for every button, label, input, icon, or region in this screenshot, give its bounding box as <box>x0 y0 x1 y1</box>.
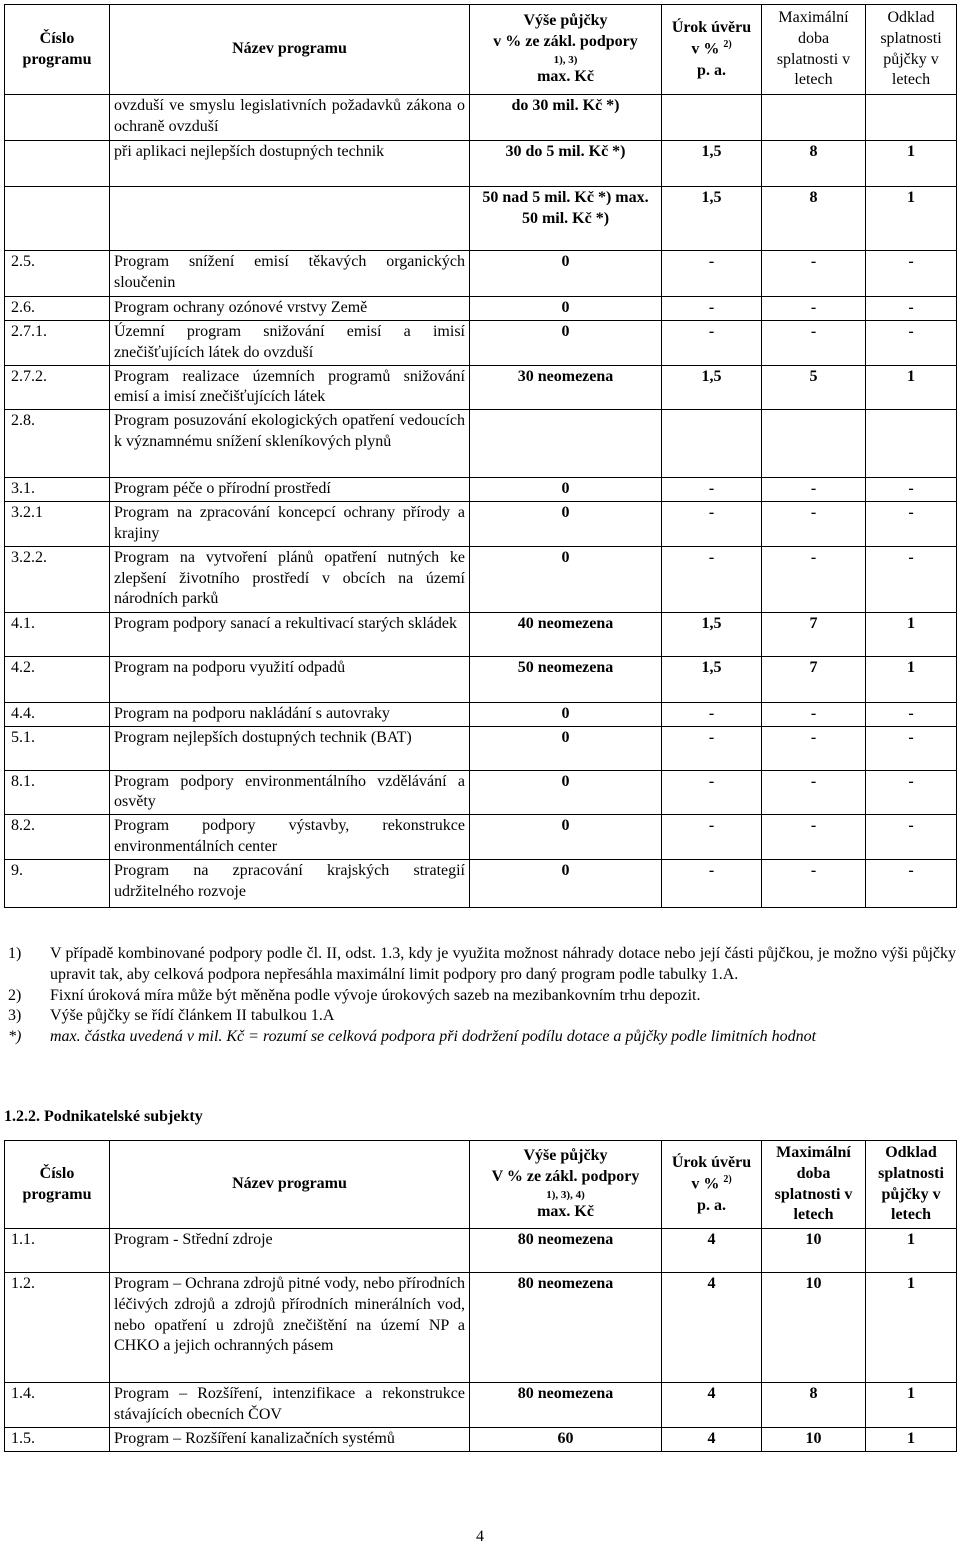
loan-amount: 80 neomezena <box>470 1383 662 1428</box>
header-vyse-footnote: 1), 3), 4) <box>546 1188 585 1201</box>
header-urok-line1: Úrok úvěru <box>671 1153 752 1171</box>
program-name: Program – Ochrana zdrojů pitné vody, nebo přírodních léčivých zdrojů a zdrojů přírodních minerálních vod, nebo opatření u zdrojů znečištění na území NP a CHKO a jejich ochranných pásem <box>110 1273 470 1383</box>
footnote-text: Fixní úroková míra může být měněna podle vývoje úrokových sazeb na mezibankovním trhu depozit. <box>50 986 701 1004</box>
table-row <box>5 410 957 478</box>
max-term: - <box>762 546 866 612</box>
program-number: 3.1. <box>5 478 110 502</box>
loan-amount <box>470 410 662 478</box>
program-name: Program na zpracování krajských strategií udržitelného rozvoje <box>110 859 470 907</box>
loan-table-2 <box>4 1140 957 1452</box>
max-term: - <box>762 478 866 502</box>
interest-rate: 1,5 <box>662 187 762 251</box>
header-max-doba: Maximální doba splatnosti v letech <box>762 1141 866 1229</box>
interest-rate: - <box>662 726 762 770</box>
interest-rate: - <box>662 502 762 547</box>
interest-rate <box>662 95 762 141</box>
header-vyse-line1: Výše půjčky <box>523 12 608 30</box>
header-vyse-line2: v % ze zákl. podpory <box>493 32 638 50</box>
table-row <box>5 815 957 860</box>
program-number: 1.1. <box>5 1229 110 1273</box>
program-number: 8.1. <box>5 770 110 815</box>
header-urok-line3: p. a. <box>697 1196 726 1214</box>
deferral: - <box>866 859 957 907</box>
table-row <box>5 1427 957 1451</box>
interest-rate: - <box>662 815 762 860</box>
loan-amount: 40 neomezena <box>470 612 662 656</box>
header-nazev: Název programu <box>110 1141 470 1229</box>
interest-rate: 4 <box>662 1427 762 1451</box>
table-row <box>5 502 957 547</box>
table-row <box>5 251 957 297</box>
program-name: Program nejlepších dostupných technik (BAT) <box>110 726 470 770</box>
program-name: Program realizace územních programů snižování emisí a imisí znečišťujících látek <box>110 365 470 410</box>
max-term <box>762 410 866 478</box>
program-name: Program – Rozšíření, intenzifikace a rekonstrukce stávajících obecních ČOV <box>110 1383 470 1428</box>
program-name: Program na podporu využití odpadů <box>110 656 470 702</box>
max-term: - <box>762 502 866 547</box>
program-name: Program péče o přírodní prostředí <box>110 478 470 502</box>
header-vyse-line2: V % ze zákl. podpory <box>491 1167 640 1185</box>
max-term: 10 <box>762 1229 866 1273</box>
footnote-mark: 3) <box>8 1007 22 1025</box>
interest-rate: 4 <box>662 1383 762 1428</box>
footnote <box>8 1027 956 1048</box>
header-vyse-line1: Výše půjčky <box>523 1147 608 1165</box>
program-number: 4.4. <box>5 702 110 726</box>
program-number: 2.7.2. <box>5 365 110 410</box>
table-row <box>5 297 957 321</box>
program-name: Program na podporu nakládání s autovraky <box>110 702 470 726</box>
loan-amount: 0 <box>470 815 662 860</box>
header-vyse-line3: max. Kč <box>537 68 594 86</box>
deferral: 1 <box>866 1383 957 1428</box>
header-vyse <box>470 5 662 95</box>
table-row <box>5 859 957 907</box>
footnote-mark: 1) <box>8 945 22 962</box>
max-term: 10 <box>762 1273 866 1383</box>
footnote <box>8 944 956 986</box>
loan-amount: 0 <box>470 321 662 366</box>
table-row <box>5 365 957 410</box>
header-urok-line2: v % <box>691 40 720 58</box>
header-urok-line2: v % <box>691 1175 720 1193</box>
program-name: Program na zpracování koncepcí ochrany přírody a krajiny <box>110 502 470 547</box>
max-term: - <box>762 702 866 726</box>
header-urok-footnote: 2) <box>723 39 732 51</box>
deferral <box>866 410 957 478</box>
program-number <box>5 187 110 251</box>
loan-amount: 0 <box>470 502 662 547</box>
section-title: 1.2.2. Podnikatelské subjekty <box>4 1108 203 1125</box>
table-row <box>5 1229 957 1273</box>
table-row <box>5 478 957 502</box>
loan-amount: 50 nad 5 mil. Kč *) max. 50 mil. Kč *) <box>470 187 662 251</box>
deferral: 1 <box>866 656 957 702</box>
program-number: 2.6. <box>5 297 110 321</box>
table-row <box>5 1383 957 1428</box>
deferral: - <box>866 502 957 547</box>
header-vyse-footnote: 1), 3) <box>553 53 578 66</box>
loan-amount: 0 <box>470 546 662 612</box>
loan-amount: 30 neomezena <box>470 365 662 410</box>
program-number <box>5 141 110 187</box>
interest-rate: 1,5 <box>662 612 762 656</box>
interest-rate: 1,5 <box>662 365 762 410</box>
header-urok-line3: p. a. <box>697 61 726 79</box>
max-term: 5 <box>762 365 866 410</box>
deferral: 1 <box>866 1427 957 1451</box>
interest-rate <box>662 410 762 478</box>
interest-rate: - <box>662 251 762 297</box>
max-term: 10 <box>762 1427 866 1451</box>
max-term: - <box>762 726 866 770</box>
program-number: 1.2. <box>5 1273 110 1383</box>
header-cislo: Číslo programu <box>5 5 110 95</box>
deferral: - <box>866 702 957 726</box>
table-row <box>5 321 957 366</box>
max-term: 8 <box>762 1383 866 1428</box>
max-term <box>762 95 866 141</box>
program-name: Program podpory environmentálního vzdělávání a osvěty <box>110 770 470 815</box>
header-nazev: Název programu <box>110 5 470 95</box>
program-name: Program ochrany ozónové vrstvy Země <box>110 297 470 321</box>
table-row <box>5 726 957 770</box>
program-name: Program - Střední zdroje <box>110 1229 470 1273</box>
loan-amount: 50 neomezena <box>470 656 662 702</box>
header-urok-footnote: 2) <box>723 1174 732 1186</box>
deferral: - <box>866 546 957 612</box>
deferral: 1 <box>866 141 957 187</box>
loan-amount: 0 <box>470 297 662 321</box>
header-vyse-line3: max. Kč <box>537 1203 594 1221</box>
program-number: 2.8. <box>5 410 110 478</box>
interest-rate: - <box>662 702 762 726</box>
header-odklad: Odklad splatnosti půjčky v letech <box>866 5 957 95</box>
footnote-mark: 2) <box>8 986 22 1004</box>
interest-rate: - <box>662 478 762 502</box>
program-number: 2.5. <box>5 251 110 297</box>
loan-amount: 0 <box>470 726 662 770</box>
deferral: - <box>866 478 957 502</box>
loan-table-1 <box>4 4 957 908</box>
header-urok-line1: Úrok úvěru <box>671 18 752 36</box>
program-number: 4.2. <box>5 656 110 702</box>
max-term: 8 <box>762 141 866 187</box>
header-urok <box>662 5 762 95</box>
table-row <box>5 656 957 702</box>
loan-amount: 60 <box>470 1427 662 1451</box>
table-row <box>5 546 957 612</box>
table-row <box>5 702 957 726</box>
program-number <box>5 95 110 141</box>
interest-rate: 1,5 <box>662 141 762 187</box>
table-row <box>5 141 957 187</box>
footnotes <box>8 944 956 1048</box>
footnote-text: V případě kombinované podpory podle čl. II, odst. 1.3, kdy je využita možnost náhrady dotace nebo její části půjčkou, je možno výši půjčky upravit tak, aby celková podpora nepřesáhla maximální limit podpory pro daný program podle tabulky 1.A. <box>50 945 956 983</box>
loan-amount: 0 <box>470 770 662 815</box>
program-number: 5.1. <box>5 726 110 770</box>
interest-rate: - <box>662 770 762 815</box>
program-number: 1.5. <box>5 1427 110 1451</box>
program-number: 8.2. <box>5 815 110 860</box>
interest-rate: - <box>662 321 762 366</box>
deferral: 1 <box>866 612 957 656</box>
loan-amount: 80 neomezena <box>470 1273 662 1383</box>
program-name: ovzduší ve smyslu legislativních požadavků zákona o ochraně ovzduší <box>110 95 470 141</box>
page-number: 4 <box>476 1528 484 1545</box>
program-number: 4.1. <box>5 612 110 656</box>
deferral: - <box>866 251 957 297</box>
footnote-text: Výše půjčky se řídí článkem II tabulkou 1.A <box>50 1007 335 1025</box>
deferral <box>866 95 957 141</box>
program-name: Územní program snižování emisí a imisí znečišťujících látek do ovzduší <box>110 321 470 366</box>
max-term: - <box>762 297 866 321</box>
header-vyse <box>470 1141 662 1229</box>
loan-amount: 30 do 5 mil. Kč *) <box>470 141 662 187</box>
max-term: - <box>762 321 866 366</box>
max-term: - <box>762 770 866 815</box>
loan-amount: 0 <box>470 859 662 907</box>
footnote-mark: *) <box>8 1028 22 1046</box>
program-name: Program – Rozšíření kanalizačních systémů <box>110 1427 470 1451</box>
program-name: Program podpory výstavby, rekonstrukce environmentálních center <box>110 815 470 860</box>
max-term: 7 <box>762 612 866 656</box>
table-row <box>5 612 957 656</box>
deferral: 1 <box>866 187 957 251</box>
program-name: při aplikaci nejlepších dostupných technik <box>110 141 470 187</box>
table-row <box>5 770 957 815</box>
program-number: 3.2.1 <box>5 502 110 547</box>
loan-amount: 0 <box>470 478 662 502</box>
program-number: 1.4. <box>5 1383 110 1428</box>
deferral: 1 <box>866 1229 957 1273</box>
max-term: - <box>762 859 866 907</box>
max-term: 8 <box>762 187 866 251</box>
deferral: - <box>866 321 957 366</box>
interest-rate: - <box>662 297 762 321</box>
deferral: - <box>866 726 957 770</box>
max-term: - <box>762 251 866 297</box>
program-number: 3.2.2. <box>5 546 110 612</box>
footnote <box>8 1006 956 1027</box>
deferral: - <box>866 815 957 860</box>
header-odklad: Odklad splatnosti půjčky v letech <box>866 1141 957 1229</box>
footnote-text: max. částka uvedená v mil. Kč = rozumí se celková podpora při dodržení podílu dotace a půjčky podle limitních hodnot <box>50 1028 817 1046</box>
program-number: 9. <box>5 859 110 907</box>
loan-amount: 0 <box>470 702 662 726</box>
max-term: - <box>762 815 866 860</box>
header-cislo: Číslo programu <box>5 1141 110 1229</box>
table-row <box>5 1273 957 1383</box>
program-name <box>110 187 470 251</box>
table-row <box>5 187 957 251</box>
loan-amount: 0 <box>470 251 662 297</box>
footnote <box>8 986 956 1007</box>
program-name: Program na vytvoření plánů opatření nutných ke zlepšení životního prostředí v obcích na území národních parků <box>110 546 470 612</box>
deferral: - <box>866 297 957 321</box>
program-name: Program posuzování ekologických opatření vedoucích k významnému snížení skleníkových plynů <box>110 410 470 478</box>
program-name: Program snížení emisí těkavých organických sloučenin <box>110 251 470 297</box>
loan-amount: do 30 mil. Kč *) <box>470 95 662 141</box>
table-row <box>5 95 957 141</box>
header-urok <box>662 1141 762 1229</box>
program-number: 2.7.1. <box>5 321 110 366</box>
header-max-doba: Maximální doba splatnosti v letech <box>762 5 866 95</box>
program-name: Program podpory sanací a rekultivací starých skládek <box>110 612 470 656</box>
interest-rate: 4 <box>662 1273 762 1383</box>
interest-rate: 1,5 <box>662 656 762 702</box>
table-header-row <box>5 5 957 95</box>
deferral: - <box>866 770 957 815</box>
interest-rate: 4 <box>662 1229 762 1273</box>
table-header-row <box>5 1141 957 1229</box>
max-term: 7 <box>762 656 866 702</box>
deferral: 1 <box>866 1273 957 1383</box>
deferral: 1 <box>866 365 957 410</box>
loan-amount: 80 neomezena <box>470 1229 662 1273</box>
interest-rate: - <box>662 859 762 907</box>
interest-rate: - <box>662 546 762 612</box>
